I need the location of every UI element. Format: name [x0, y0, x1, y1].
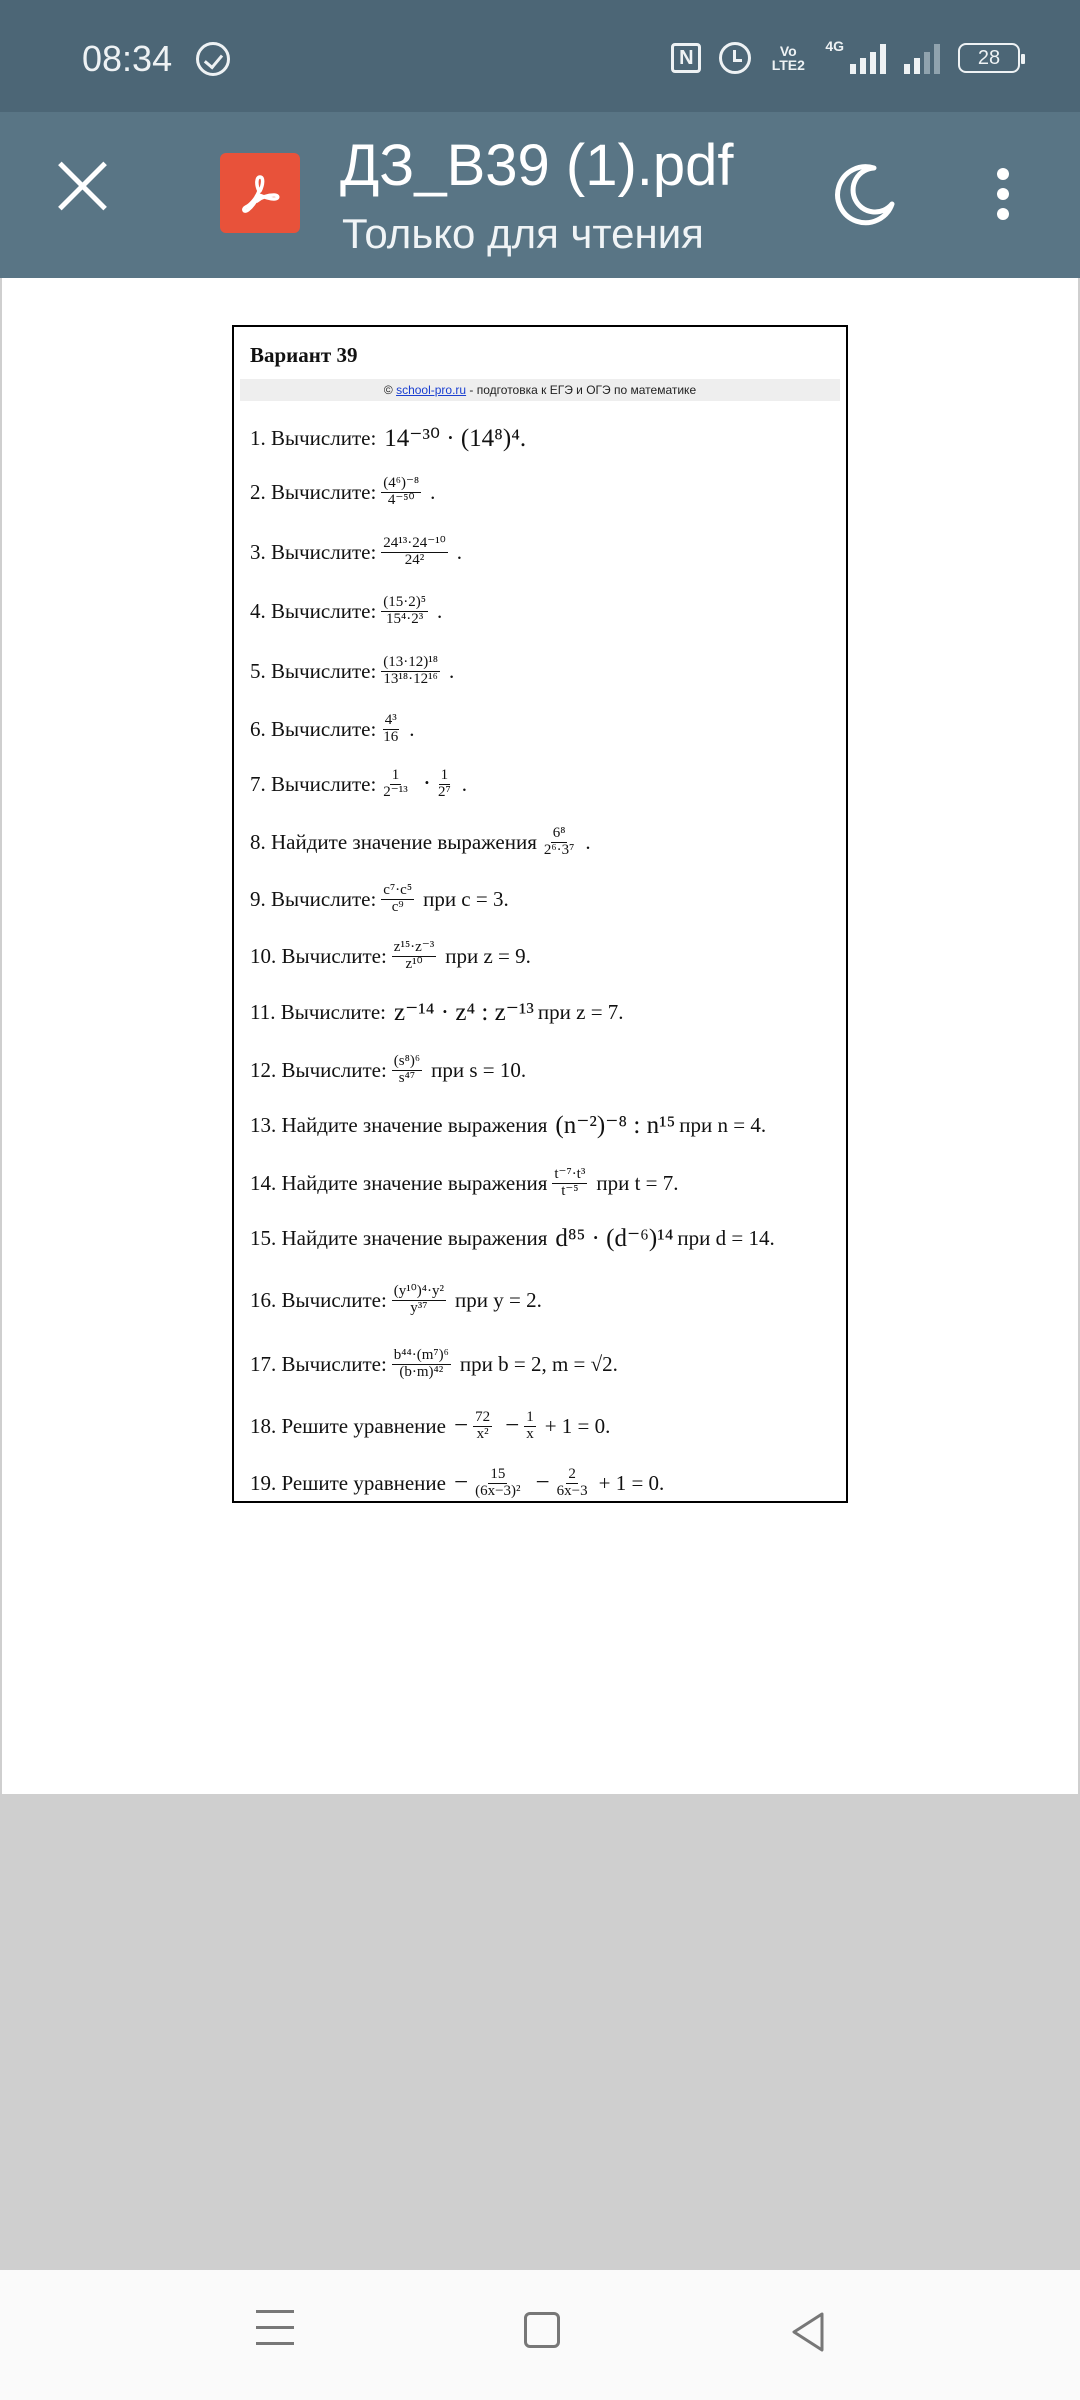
problem-condition: при b = 2, m = √2.: [459, 1351, 618, 1376]
fraction-denominator: y³⁷: [410, 1299, 428, 1316]
problem-condition: + 1 = 0.: [544, 1413, 611, 1438]
volte-icon: Vo LTE2: [771, 43, 805, 73]
problem-label: 8. Найдите значение выражения: [250, 829, 537, 854]
fraction-numerator: (4⁶)⁻⁸: [383, 475, 420, 491]
fraction-denominator: 24²: [404, 551, 425, 568]
problem-label: 13. Найдите значение выражения: [250, 1112, 548, 1137]
problem-label: 1. Вычислите:: [250, 425, 377, 450]
fraction-denominator: 16: [383, 728, 399, 745]
problem-label: 14. Найдите значение выражения: [250, 1170, 548, 1195]
fraction-numerator: (y¹⁰)⁴·y²: [393, 1283, 445, 1299]
problem-condition: .: [449, 658, 455, 683]
signal-strength-2-icon: [904, 42, 940, 74]
pdf-page: [232, 325, 848, 1503]
fraction-denominator: (6x−3)²: [475, 1482, 521, 1499]
math-operator: −: [505, 1412, 520, 1440]
fraction: [524, 1410, 536, 1443]
fraction-denominator: 13¹⁸·12¹⁶: [383, 670, 438, 687]
close-icon[interactable]: [56, 160, 108, 212]
fraction-denominator: x²: [476, 1425, 489, 1442]
problem-condition: при z = 7.: [537, 999, 624, 1024]
math-operator: −: [535, 1469, 550, 1497]
problem-label: 7. Вычислите:: [250, 771, 377, 796]
math-sign: −: [453, 1469, 469, 1497]
problem-item: [250, 1284, 542, 1317]
more-options-icon[interactable]: [997, 168, 1011, 224]
math-expression: z⁻¹⁴ · z⁴ : z⁻¹³: [394, 999, 534, 1026]
battery-level: 28: [977, 46, 1001, 69]
fraction-denominator: z¹⁰: [405, 955, 423, 972]
fraction-numerator: c⁷·c⁵: [383, 882, 413, 898]
fraction-denominator: 2⁻¹³: [383, 783, 408, 800]
problem-label: 12. Вычислите:: [250, 1057, 387, 1082]
fraction: [392, 1054, 422, 1087]
problem-item: [250, 997, 624, 1027]
fraction-denominator: 4⁻⁵⁰: [387, 491, 415, 508]
problem-condition: .: [585, 829, 591, 854]
problem-item: [250, 423, 526, 453]
fraction-numerator: 1: [526, 1409, 534, 1425]
fraction-numerator: 72: [475, 1409, 491, 1425]
problem-item: [250, 595, 442, 628]
sync-check-icon: [196, 42, 230, 76]
problem-label: 2. Вычислите:: [250, 479, 377, 504]
fraction-numerator: t⁻⁷·t³: [554, 1166, 586, 1182]
problem-label: 16. Вычислите:: [250, 1287, 387, 1312]
fraction: [381, 595, 428, 628]
alarm-icon: [719, 42, 751, 74]
fraction-denominator: x: [526, 1425, 534, 1442]
problem-condition: при z = 9.: [445, 943, 531, 968]
problem-item: [250, 826, 591, 859]
problem-condition: при d = 14.: [677, 1225, 775, 1250]
fraction-numerator: (15·2)⁵: [383, 594, 427, 610]
problem-label: 3. Вычислите:: [250, 539, 377, 564]
problem-label: 6. Вычислите:: [250, 716, 377, 741]
problem-item: [250, 1167, 679, 1200]
fraction-denominator: 6x−3: [556, 1482, 588, 1499]
problem-item: [250, 536, 462, 569]
read-only-label: Только для чтения: [342, 210, 704, 257]
app-toolbar: [0, 0, 1080, 278]
problem-label: 18. Решите уравнение: [250, 1413, 446, 1438]
problem-item: [250, 1410, 610, 1443]
problem-item: [250, 1467, 664, 1500]
recent-apps-icon[interactable]: [256, 2310, 294, 2348]
source-banner: © school-pro.ru - подготовка к ЕГЭ и ОГЭ по математике: [240, 379, 840, 401]
fraction-denominator: (b·m)⁴²: [399, 1363, 444, 1380]
fraction-numerator: z¹⁵·z⁻³: [393, 939, 435, 955]
fraction: [381, 713, 400, 746]
fraction-denominator: c⁹: [391, 898, 404, 915]
back-icon[interactable]: [788, 2310, 828, 2359]
network-type-label: 4G: [825, 38, 844, 54]
fraction-numerator: 1: [440, 767, 449, 783]
fraction: [381, 768, 409, 801]
problem-item: [250, 883, 509, 916]
problem-label: 15. Найдите значение выражения: [250, 1225, 548, 1250]
fraction: [392, 940, 436, 973]
status-bar: [0, 0, 1080, 112]
problem-condition: .: [430, 479, 436, 504]
problem-label: 11. Вычислите:: [250, 999, 387, 1024]
battery-icon: [958, 43, 1020, 73]
problem-label: 17. Вычислите:: [250, 1351, 387, 1376]
fraction: [392, 1284, 446, 1317]
problem-item: [250, 1223, 775, 1253]
fraction-numerator: (13·12)¹⁸: [383, 654, 439, 670]
problem-condition: + 1 = 0.: [598, 1470, 665, 1495]
fraction-denominator: s⁴⁷: [398, 1069, 416, 1086]
problem-label: 5. Вычислите:: [250, 658, 377, 683]
problem-item: [250, 1054, 526, 1087]
problem-label: 10. Вычислите:: [250, 943, 387, 968]
pdf-file-icon: [220, 153, 300, 233]
problem-condition: .: [456, 539, 462, 564]
problem-item: [250, 1110, 766, 1140]
problem-condition: при y = 2.: [455, 1287, 542, 1312]
fraction-denominator: t⁻⁵: [561, 1182, 579, 1199]
fraction: [381, 476, 421, 509]
problem-label: 19. Решите уравнение: [250, 1470, 446, 1495]
fraction-denominator: 2⁶·3⁷: [543, 841, 575, 858]
night-mode-icon[interactable]: [830, 160, 900, 235]
fraction: [381, 536, 447, 569]
problem-item: [250, 476, 435, 509]
problem-label: 4. Вычислите:: [250, 598, 377, 623]
fraction-denominator: 15⁴·2³: [386, 610, 424, 627]
source-link[interactable]: school-pro.ru: [396, 383, 467, 397]
nfc-icon: N: [671, 43, 701, 73]
fraction-numerator: (s⁸)⁶: [393, 1053, 421, 1069]
problem-label: 9. Вычислите:: [250, 886, 377, 911]
fraction: [555, 1467, 590, 1500]
fraction: [473, 1467, 522, 1500]
fraction-numerator: 4³: [384, 712, 397, 728]
fraction: [436, 768, 453, 801]
fraction-denominator: 2⁷: [438, 783, 451, 800]
math-expression: (n⁻²)⁻⁸ : n¹⁵: [555, 1112, 676, 1139]
math-sign: −: [453, 1412, 469, 1440]
fraction-numerator: 6⁸: [552, 825, 566, 841]
problem-item: [250, 940, 531, 973]
fraction: [552, 1167, 587, 1200]
fraction: [473, 1410, 492, 1443]
system-nav-bar: [0, 2270, 1080, 2400]
problem-condition: .: [409, 716, 415, 741]
status-icons: [671, 38, 1020, 74]
problem-condition: .: [461, 771, 468, 796]
problem-condition: при t = 7.: [596, 1170, 679, 1195]
signal-strength-icon: [850, 42, 886, 74]
problem-item: [250, 655, 454, 688]
fraction-numerator: 24¹³·24⁻¹⁰: [383, 535, 446, 551]
math-operator: ·: [422, 770, 432, 798]
problem-condition: .: [437, 598, 443, 623]
problem-condition: при n = 4.: [679, 1112, 767, 1137]
problem-item: [250, 768, 467, 801]
math-expression: d⁸⁵ · (d⁻⁶)¹⁴: [555, 1225, 674, 1252]
fraction: [392, 1348, 451, 1381]
problem-item: [250, 1348, 618, 1381]
fraction: [381, 655, 440, 688]
home-icon[interactable]: [524, 2312, 560, 2348]
fraction: [381, 883, 414, 916]
problem-item: [250, 713, 415, 746]
document-title: ДЗ_В39 (1).pdf: [340, 133, 734, 198]
fraction-numerator: b⁴⁴·(m⁷)⁶: [393, 1347, 449, 1363]
fraction-numerator: 15: [490, 1466, 506, 1482]
fraction: [542, 826, 576, 859]
math-expression: 14⁻³⁰ · (14⁸)⁴.: [384, 425, 527, 452]
status-time: 08:34: [82, 38, 173, 79]
fraction-numerator: 1: [391, 767, 400, 783]
fraction-numerator: 2: [568, 1466, 576, 1482]
problem-condition: при c = 3.: [423, 886, 509, 911]
problem-condition: при s = 10.: [431, 1057, 527, 1082]
variant-heading: Вариант 39: [250, 343, 358, 367]
